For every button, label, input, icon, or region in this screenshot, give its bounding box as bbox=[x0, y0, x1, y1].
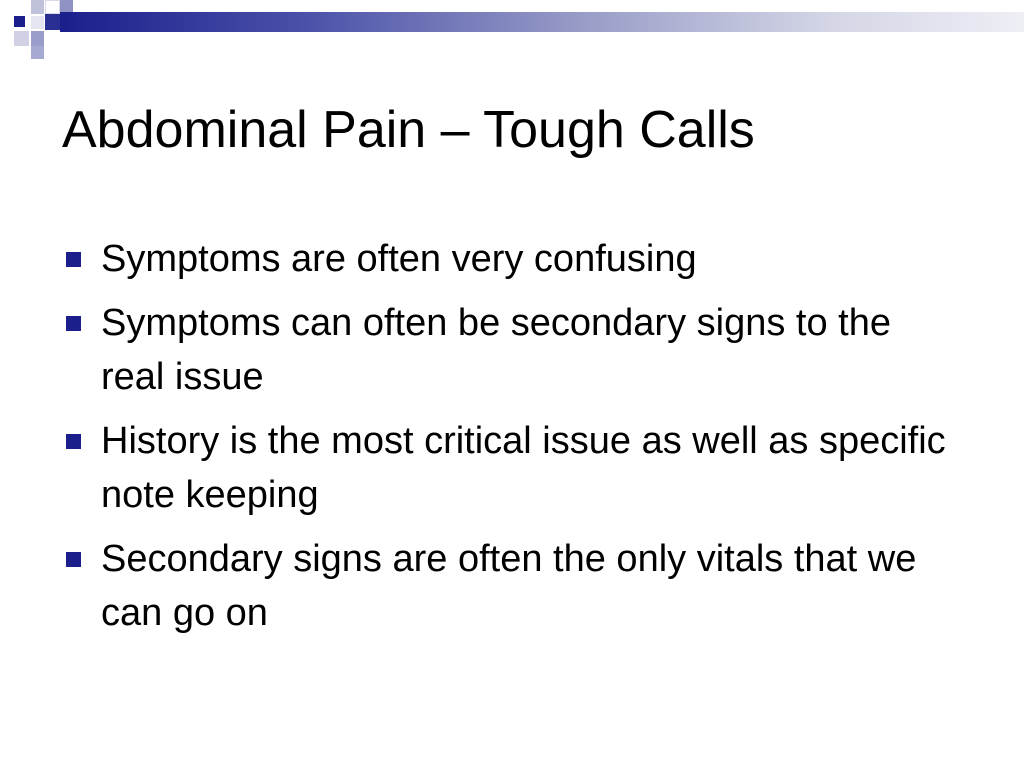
square-bullet-icon bbox=[66, 552, 81, 567]
square-bullet-icon bbox=[66, 316, 81, 331]
decorative-square bbox=[60, 0, 73, 12]
decorative-square bbox=[45, 14, 60, 30]
decorative-square bbox=[31, 46, 44, 59]
decorative-square bbox=[31, 31, 44, 46]
bullet-item bbox=[64, 232, 964, 286]
square-bullet-icon bbox=[66, 252, 81, 267]
decorative-square bbox=[14, 31, 29, 46]
bullet-text: Symptoms can often be secondary signs to the real issue bbox=[101, 302, 891, 398]
decorative-square bbox=[45, 0, 60, 14]
decorative-square bbox=[31, 0, 44, 14]
bullet-item bbox=[64, 532, 964, 640]
bullet-item bbox=[64, 296, 964, 404]
bullet-item bbox=[64, 414, 964, 522]
header-gradient-bar bbox=[60, 12, 1024, 32]
slide-title: Abdominal Pain – Tough Calls bbox=[62, 101, 755, 159]
bullet-text: Secondary signs are often the only vitals that we can go on bbox=[101, 538, 917, 634]
bullet-text: Symptoms are often very confusing bbox=[101, 238, 697, 280]
decorative-square bbox=[31, 16, 44, 29]
bullet-text: History is the most critical issue as well as specific note keeping bbox=[101, 420, 946, 516]
decorative-square bbox=[14, 16, 25, 27]
bullet-list bbox=[64, 232, 964, 650]
square-bullet-icon bbox=[66, 434, 81, 449]
